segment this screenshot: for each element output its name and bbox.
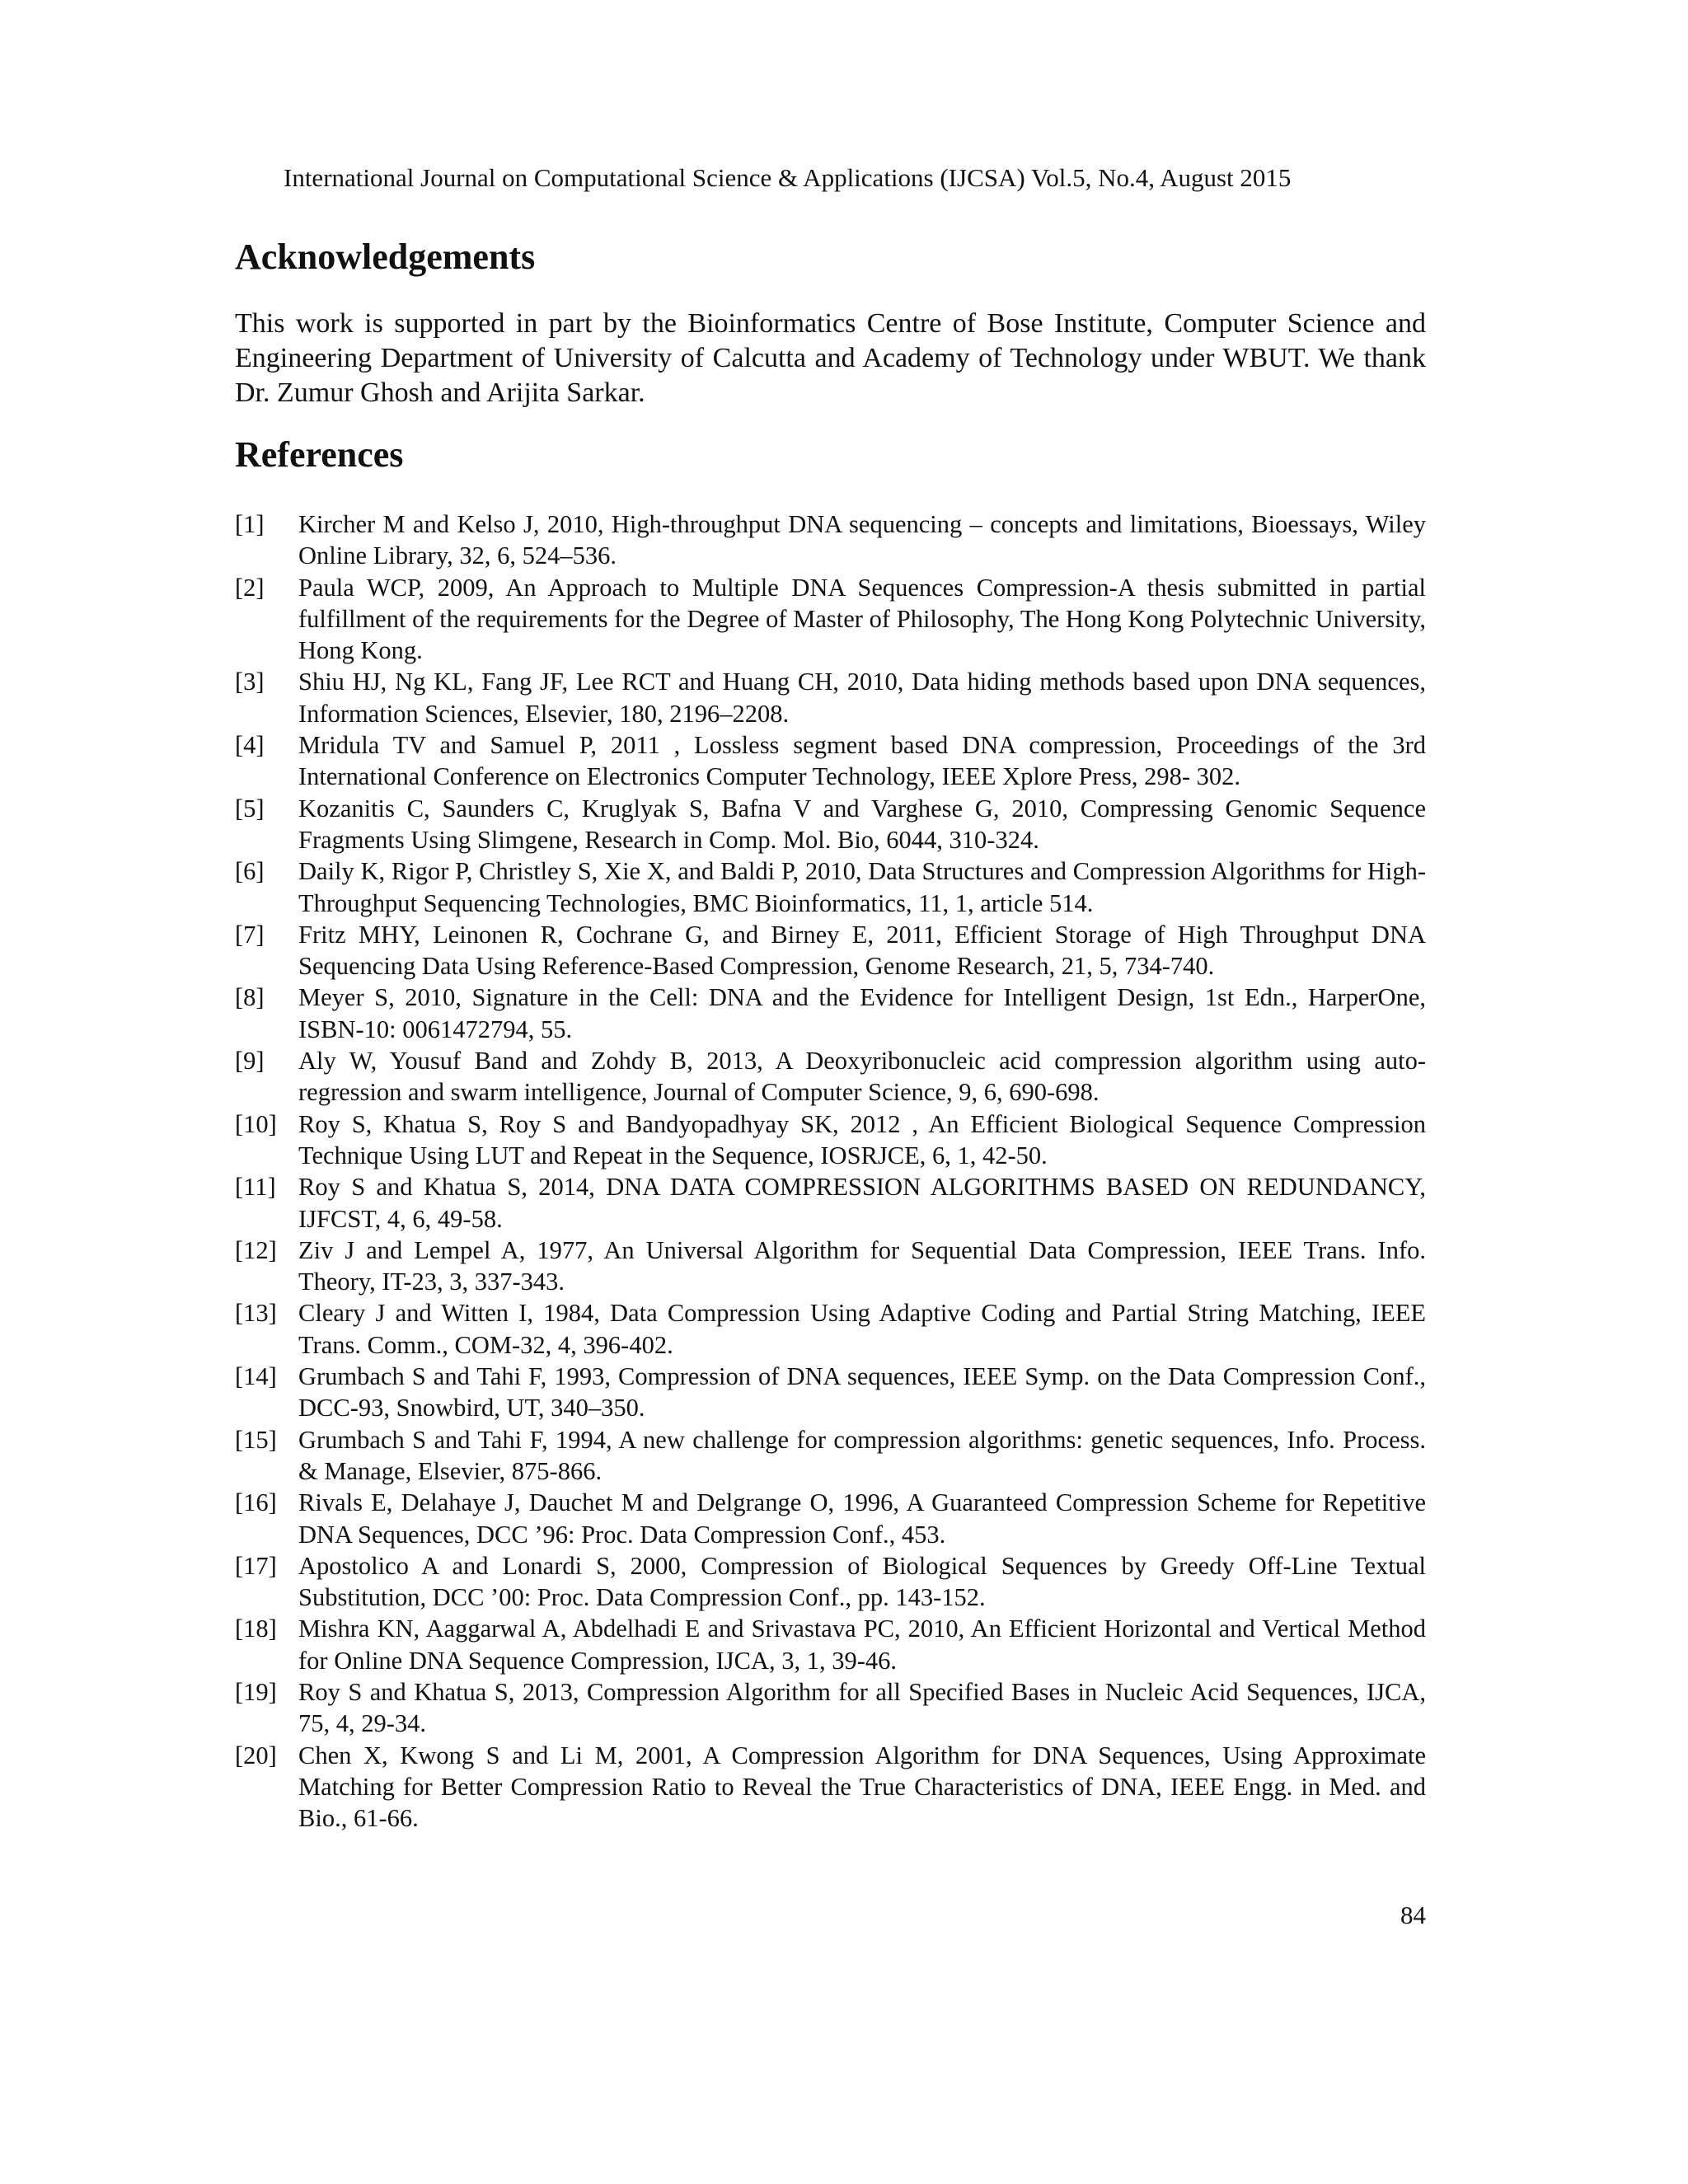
reference-text: Kozanitis C, Saunders C, Kruglyak S, Bafna V and Varghese G, 2010, Compressing Genomic Sequence Fragments Using Slimgene, Research in Comp. Mol. Bio, 6044, 310-324. [298,794,1426,854]
reference-text: Ziv J and Lempel A, 1977, An Universal Algorithm for Sequential Data Compression, IEEE Trans. Info. Theory, IT-23, 3, 337-343. [298,1235,1426,1296]
reference-number: [7] [235,920,265,949]
reference-item [235,729,1426,793]
reference-number: [14] [235,1362,277,1391]
reference-item [235,1487,1426,1550]
reference-item [235,572,1426,667]
reference-item [235,509,1426,572]
reference-item [235,919,1426,982]
reference-item [235,1045,1426,1108]
reference-item [235,1550,1426,1614]
reference-number: [10] [235,1109,277,1138]
reference-number: [20] [235,1741,277,1769]
reference-text: Mridula TV and Samuel P, 2011 , Lossless segment based DNA compression, Proceedings of the 3rd International Conference on Electronics Computer Technology, IEEE Xplore Press, 298- 302. [298,731,1426,791]
reference-text: Chen X, Kwong S and Li M, 2001, A Compression Algorithm for DNA Sequences, Using Approximate Matching for Better Compression Ratio to Reveal the True Characteristics of DNA, IEEE Engg. in Med. and Bio., 61-66. [298,1741,1426,1833]
reference-item [235,1297,1426,1361]
reference-number: [4] [235,731,265,760]
reference-number: [16] [235,1488,277,1517]
reference-number: [13] [235,1299,277,1328]
reference-item [235,1676,1426,1740]
reference-item [235,982,1426,1045]
reference-number: [18] [235,1615,277,1643]
reference-item [235,855,1426,919]
reference-text: Paula WCP, 2009, An Approach to Multiple DNA Sequences Compression-A thesis submitted in partial fulfillment of the requirements for the Degree of Master of Philosophy, The Hong Kong Polytechnic University, Hong Kong. [298,573,1426,665]
acknowledgements-heading: Acknowledgements [235,237,536,277]
reference-number: [19] [235,1677,277,1706]
reference-text: Cleary J and Witten I, 1984, Data Compression Using Adaptive Coding and Partial String Matching, IEEE Trans. Comm., COM-32, 4, 396-402. [298,1299,1426,1359]
reference-number: [2] [235,573,265,602]
reference-number: [5] [235,794,265,823]
reference-text: Roy S and Khatua S, 2013, Compression Algorithm for all Specified Bases in Nucleic Acid Sequences, IJCA, 75, 4, 29-34. [298,1677,1426,1738]
reference-text: Aly W, Yousuf Band and Zohdy B, 2013, A Deoxyribonucleic acid compression algorithm using auto-regression and swarm intelligence, Journal of Computer Science, 9, 6, 690-698. [298,1047,1426,1107]
reference-item [235,1424,1426,1488]
reference-number: [8] [235,983,265,1012]
reference-number: [11] [235,1173,276,1202]
reference-number: [1] [235,510,265,538]
reference-item [235,1235,1426,1298]
reference-number: [17] [235,1551,277,1580]
reference-item [235,1740,1426,1835]
reference-text: Rivals E, Delahaye J, Dauchet M and Delgrange O, 1996, A Guaranteed Compression Scheme for Repetitive DNA Sequences, DCC ’96: Proc. Data Compression Conf., 453. [298,1488,1426,1549]
reference-item [235,793,1426,856]
reference-item [235,1108,1426,1172]
reference-text: Apostolico A and Lonardi S, 2000, Compression of Biological Sequences by Greedy Off-Line Textual Substitution, DCC ’00: Proc. Data Compression Conf., pp. 143-152. [298,1551,1426,1612]
reference-text: Grumbach S and Tahi F, 1993, Compression of DNA sequences, IEEE Symp. on the Data Compression Conf., DCC-93, Snowbird, UT, 340–350. [298,1362,1426,1422]
reference-text: Roy S and Khatua S, 2014, DNA DATA COMPRESSION ALGORITHMS BASED ON REDUNDANCY, IJFCST, 4, 6, 49-58. [298,1173,1426,1233]
reference-item [235,1613,1426,1676]
reference-number: [15] [235,1425,277,1454]
acknowledgements-body: This work is supported in part by the Bioinformatics Centre of Bose Institute, Computer Science and Engineering Department of University of Calcutta and Academy of Technology under WBUT. We thank Dr. Zumur Ghosh and Arijita Sarkar. [235,308,1426,408]
reference-list [235,509,1426,1834]
references-heading: References [235,434,404,475]
reference-text: Shiu HJ, Ng KL, Fang JF, Lee RCT and Huang CH, 2010, Data hiding methods based upon DNA sequences, Information Sciences, Elsevier, 180, 2196–2208. [298,668,1426,728]
reference-number: [6] [235,857,265,886]
reference-text: Mishra KN, Aaggarwal A, Abdelhadi E and Srivastava PC, 2010, An Efficient Horizontal and Vertical Method for Online DNA Sequence Compression, IJCA, 3, 1, 39-46. [298,1615,1426,1675]
reference-text: Grumbach S and Tahi F, 1994, A new challenge for compression algorithms: genetic sequences, Info. Process. & Manage, Elsevier, 875-866. [298,1425,1426,1485]
reference-item [235,1361,1426,1424]
reference-item [235,666,1426,729]
reference-text: Roy S, Khatua S, Roy S and Bandyopadhyay SK, 2012 , An Efficient Biological Sequence Compression Technique Using LUT and Repeat in the Sequence, IOSRJCE, 6, 1, 42-50. [298,1109,1426,1169]
reference-number: [9] [235,1047,265,1076]
reference-number: [3] [235,668,265,696]
reference-number: [12] [235,1235,277,1264]
page-number: 84 [1400,1900,1426,1929]
reference-text: Meyer S, 2010, Signature in the Cell: DNA and the Evidence for Intelligent Design, 1st Edn., HarperOne, ISBN-10: 0061472794, 55. [298,983,1426,1043]
reference-text: Fritz MHY, Leinonen R, Cochrane G, and Birney E, 2011, Efficient Storage of High Throughput DNA Sequencing Data Using Reference-Based Compression, Genome Research, 21, 5, 734-740. [298,920,1426,981]
reference-text: Kircher M and Kelso J, 2010, High-throughput DNA sequencing – concepts and limitations, Bioessays, Wiley Online Library, 32, 6, 524–536. [298,510,1426,570]
running-header: International Journal on Computational Science & Applications (IJCSA) Vol.5, No.4, August 2015 [284,163,1292,192]
reference-text: Daily K, Rigor P, Christley S, Xie X, and Baldi P, 2010, Data Structures and Compression Algorithms for High-Throughput Sequencing Technologies, BMC Bioinformatics, 11, 1, article 514. [298,857,1426,917]
reference-item [235,1171,1426,1235]
